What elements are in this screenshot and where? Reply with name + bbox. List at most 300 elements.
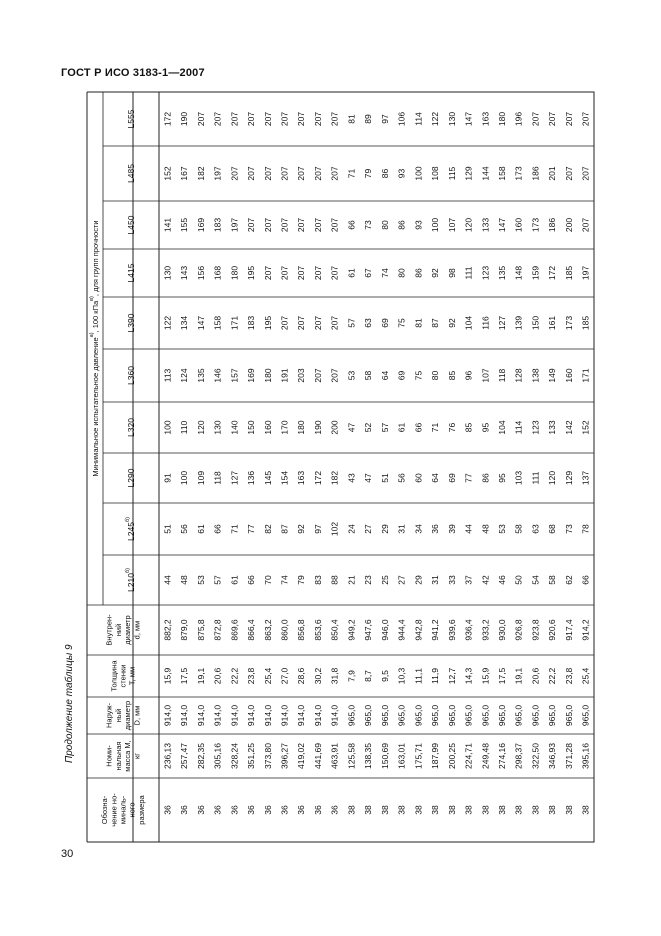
table-cell: 36 <box>229 805 240 815</box>
table-cell: 25,4 <box>262 667 273 685</box>
table-cell: 36 <box>246 805 257 815</box>
table-cell: 23,8 <box>246 667 257 685</box>
table-cell: 224,71 <box>463 743 474 769</box>
column-header-od: ный <box>113 708 123 723</box>
table-cell: 19,1 <box>195 667 206 685</box>
table-cell: 207 <box>329 315 340 331</box>
table-cell: 36 <box>329 805 340 815</box>
table-cell: 207 <box>296 217 307 233</box>
table-cell: 69 <box>379 318 390 328</box>
table-cell: 97 <box>312 524 323 534</box>
table-cell: 48 <box>480 524 491 534</box>
table-cell: 39 <box>446 524 457 534</box>
table-cell: 63 <box>530 524 541 534</box>
table-cell: 38 <box>480 805 491 815</box>
table-cell: 58 <box>513 524 524 534</box>
table-cell: 130 <box>212 420 223 435</box>
table-cell: 102 <box>329 521 340 537</box>
table-cell: 36 <box>296 805 307 815</box>
table-cell: 47 <box>363 473 374 483</box>
table-cell: 186 <box>530 166 541 181</box>
table-cell: 36 <box>312 805 323 815</box>
table-cell: 145 <box>262 470 273 486</box>
table-cell: 869,6 <box>229 619 240 641</box>
table-cell: 914,0 <box>229 704 240 727</box>
pressure-group-part: , 100 кПа <box>90 300 100 333</box>
table-cell: 207 <box>246 111 257 127</box>
grade-footnote-mark: б) <box>125 517 131 523</box>
table-cell: 80 <box>379 220 390 230</box>
table-cell: 965,0 <box>430 704 441 727</box>
table-cell: 38 <box>346 805 357 815</box>
column-header-wall: Толщина <box>109 660 119 692</box>
table-cell: 207 <box>547 111 558 127</box>
table-cell: 207 <box>312 315 323 331</box>
table-cell: 150 <box>246 420 257 435</box>
table-cell: 85 <box>463 422 474 433</box>
table-cell: 207 <box>580 166 591 181</box>
table-cell: 56 <box>396 473 407 483</box>
table-cell: 163,01 <box>396 743 407 769</box>
column-header-size: размера <box>136 795 146 825</box>
grade-label: L450 <box>126 215 136 235</box>
table-cell: 89 <box>363 114 374 124</box>
table-cell: 875,8 <box>195 619 206 641</box>
grade-header-l245 <box>125 517 136 541</box>
grade-label: L290 <box>126 468 136 488</box>
page-number: 30 <box>61 848 74 860</box>
table-cell: 920,6 <box>547 619 558 641</box>
table-cell: 58 <box>547 575 558 585</box>
table-cell: 60 <box>413 473 424 483</box>
table-cell: 150,69 <box>379 743 390 769</box>
table-cell: 50 <box>513 575 524 585</box>
table-cell: 207 <box>279 265 290 281</box>
table-cell: 62 <box>563 575 574 585</box>
table-cell: 135 <box>195 368 206 383</box>
table-cell: 161 <box>547 315 558 331</box>
table-cell: 282,35 <box>195 743 206 769</box>
table-cell: 926,8 <box>513 619 524 641</box>
table-cell: 914,2 <box>580 619 591 641</box>
table-cell: 95 <box>496 473 507 483</box>
grade-header-l360 <box>126 366 136 385</box>
table-cell: 92 <box>296 524 307 534</box>
table-cell: 882,2 <box>162 619 173 641</box>
table-cell: 86 <box>379 168 390 179</box>
table-cell: 114 <box>513 420 524 435</box>
table-cell: 67 <box>363 268 374 278</box>
column-header-mass: нальная <box>113 741 123 771</box>
table-cell: 125,58 <box>346 743 357 769</box>
table-cell: 36 <box>262 805 273 815</box>
table-cell: 236,13 <box>162 743 173 769</box>
table-cell: 17,5 <box>179 667 190 685</box>
table-cell: 949,2 <box>346 619 357 641</box>
table-cell: 147 <box>496 217 507 233</box>
table-cell: 61 <box>346 268 357 278</box>
grade-header-l555 <box>126 109 136 128</box>
table-cell: 146 <box>212 368 223 383</box>
table-cell: 106 <box>396 111 407 127</box>
table-cell: 22,2 <box>229 667 240 685</box>
table-cell: 93 <box>413 220 424 230</box>
table-cell: 91 <box>162 473 173 483</box>
table-cell: 71 <box>346 168 357 179</box>
table-cell: 207 <box>563 166 574 181</box>
table-cell: 70 <box>262 575 273 585</box>
table-cell: 87 <box>430 318 441 328</box>
table-cell: 73 <box>563 524 574 534</box>
table-cell: 190 <box>312 420 323 435</box>
table-cell: 120 <box>195 420 206 435</box>
table-cell: 100 <box>413 166 424 181</box>
table-cell: 15,9 <box>162 667 173 685</box>
table-cell: 64 <box>379 370 390 381</box>
table-cell: 95 <box>480 422 491 433</box>
table-cell: 328,24 <box>229 743 240 769</box>
table-cell: 947,6 <box>363 619 374 641</box>
table-cell: 53 <box>346 370 357 381</box>
table-cell: 57 <box>212 575 223 585</box>
table-cell: 30,2 <box>312 667 323 685</box>
table-cell: 27,0 <box>279 667 290 685</box>
table-cell: 197 <box>229 217 240 233</box>
table-cell: 138,35 <box>363 743 374 769</box>
table-cell: 207 <box>329 368 340 383</box>
table-cell: 942,8 <box>413 619 424 641</box>
table-cell: 136 <box>246 470 257 486</box>
table-cell: 373,80 <box>262 743 273 769</box>
table-cell: 180 <box>262 368 273 383</box>
grade-label: L390 <box>126 313 136 333</box>
table-cell: 19,1 <box>513 667 524 685</box>
table-cell: 142 <box>563 420 574 435</box>
table-cell: 86 <box>396 220 407 230</box>
table-cell: 965,0 <box>346 704 357 727</box>
grade-label: L485 <box>126 164 136 183</box>
grade-header-l320 <box>126 418 136 437</box>
table-cell: 103 <box>513 470 524 486</box>
table-cell: 25 <box>379 575 390 585</box>
table-cell: 463,91 <box>329 743 340 769</box>
table-cell: 207 <box>329 166 340 181</box>
table-cell: 111 <box>530 471 541 485</box>
table-cell: 104 <box>496 420 507 435</box>
table-cell: 42 <box>480 575 491 585</box>
table-cell: 73 <box>363 220 374 230</box>
table-cell: 100 <box>162 420 173 435</box>
table-cell: 97 <box>379 114 390 124</box>
table-cell: 141 <box>162 217 173 233</box>
table-cell: 38 <box>463 805 474 815</box>
column-header-mass: Номи- <box>104 745 114 767</box>
table-cell: 186 <box>547 217 558 233</box>
table-cell: 134 <box>179 315 190 331</box>
table-cell: 66 <box>413 422 424 433</box>
grade-label: L245 <box>126 522 136 541</box>
table-cell: 965,0 <box>513 704 524 727</box>
table-cell: 180 <box>296 420 307 435</box>
table-cell: 207 <box>279 111 290 127</box>
table-cell: 944,4 <box>396 619 407 641</box>
table-cell: 9,5 <box>379 670 390 682</box>
document-header: ГОСТ Р ИСО 3183-1—2007 <box>61 67 205 79</box>
table-cell: 56 <box>179 524 190 534</box>
table-cell: 7,9 <box>346 670 357 682</box>
table-cell: 305,16 <box>212 743 223 769</box>
table-cell: 22,2 <box>547 667 558 685</box>
table-cell: 939,6 <box>446 619 457 641</box>
table-cell: 157 <box>229 368 240 383</box>
table-cell: 395,16 <box>580 743 591 769</box>
table-cell: 371,28 <box>563 743 574 769</box>
table-cell: 207 <box>580 217 591 233</box>
table-cell: 80 <box>396 268 407 278</box>
table-cell: 64 <box>430 473 441 483</box>
column-header-id: ний <box>113 623 123 637</box>
table-cell: 965,0 <box>496 704 507 727</box>
table-cell: 965,0 <box>363 704 374 727</box>
table-cell: 441,69 <box>312 743 323 769</box>
table-cell: 28,6 <box>296 667 307 685</box>
table-cell: 144 <box>480 166 491 181</box>
table-cell: 77 <box>246 524 257 534</box>
table-cell: 63 <box>363 318 374 328</box>
column-header-size: миналь- <box>118 795 128 825</box>
grade-header-l415 <box>126 263 136 282</box>
table-cell: 38 <box>446 805 457 815</box>
table-cell: 914,0 <box>296 704 307 727</box>
table-cell: 872,8 <box>212 619 223 641</box>
table-cell: 88 <box>329 575 340 585</box>
table-cell: 965,0 <box>379 704 390 727</box>
table-cell: 167 <box>179 166 190 181</box>
table-cell: 118 <box>496 368 507 383</box>
table-cell: 207 <box>312 368 323 383</box>
table-cell: 79 <box>363 168 374 179</box>
table-cell: 173 <box>530 217 541 233</box>
table-cell: 27 <box>363 524 374 534</box>
table-cell: 207 <box>229 166 240 181</box>
table-cell: 51 <box>379 473 390 483</box>
table-cell: 47 <box>346 422 357 433</box>
table-cell: 183 <box>212 217 223 233</box>
table-cell: 914,0 <box>212 704 223 727</box>
table-cell: 36 <box>162 805 173 815</box>
table-cell: 147 <box>463 111 474 127</box>
pressure-group-part: Минимальное испытательное давление <box>90 337 100 477</box>
table-cell: 46 <box>496 575 507 585</box>
table-cell: 38 <box>496 805 507 815</box>
table-cell: 172 <box>162 111 173 127</box>
table-cell: 860,0 <box>279 619 290 641</box>
table-cell: 298,37 <box>513 743 524 769</box>
table-cell: 66 <box>580 575 591 585</box>
table-cell: 8,7 <box>363 670 374 682</box>
table-cell: 81 <box>413 318 424 328</box>
pressure-group-part: а) <box>89 332 95 338</box>
table-cell: 53 <box>195 575 206 585</box>
table-cell: 207 <box>296 166 307 181</box>
table-cell: 207 <box>195 111 206 127</box>
table-cell: 137 <box>580 470 591 486</box>
table-cell: 159 <box>530 265 541 281</box>
table-cell: 58 <box>363 370 374 381</box>
table-cell: 127 <box>496 315 507 331</box>
column-header-wall: стенки <box>118 664 128 688</box>
table-cell: 66 <box>212 524 223 534</box>
table-cell: 96 <box>463 370 474 381</box>
table-cell: 120 <box>547 470 558 486</box>
table-cell: 197 <box>212 166 223 181</box>
table-cell: 61 <box>229 575 240 585</box>
table-cell: 965,0 <box>480 704 491 727</box>
table-cell: 879,0 <box>179 619 190 641</box>
table-cell: 138 <box>530 368 541 383</box>
table-cell: 185 <box>563 265 574 281</box>
table-cell: 171 <box>229 315 240 331</box>
table-cell: 147 <box>195 315 206 331</box>
table-cell: 160 <box>513 217 524 233</box>
table-cell: 914,0 <box>246 704 257 727</box>
table-cell: 856,8 <box>296 619 307 641</box>
column-header-size: чение но- <box>109 793 119 827</box>
column-header-od: диаметр <box>123 700 133 731</box>
table-cell: 419,02 <box>296 743 307 769</box>
column-header-id: диаметр <box>123 615 133 645</box>
table-cell: 169 <box>195 217 206 233</box>
table-cell: 31 <box>430 575 441 585</box>
table-cell: 965,0 <box>446 704 457 727</box>
table-cell: 965,0 <box>396 704 407 727</box>
table-cell: 61 <box>195 524 206 534</box>
table-cell: 946,0 <box>379 619 390 641</box>
table-cell: 29 <box>379 524 390 534</box>
table-cell: 158 <box>496 166 507 181</box>
table-cell: 160 <box>563 368 574 383</box>
table-cell: 78 <box>580 524 591 534</box>
table-cell: 207 <box>563 111 574 127</box>
table-cell: 81 <box>346 114 357 124</box>
table-cell: 933,2 <box>480 619 491 641</box>
table-cell: 914,0 <box>162 704 173 727</box>
table-cell: 207 <box>229 111 240 127</box>
table-cell: 76 <box>446 422 457 433</box>
table-cell: 17,5 <box>496 667 507 685</box>
table-cell: 82 <box>262 524 273 534</box>
table-cell: 154 <box>279 470 290 486</box>
table-cell: 33 <box>446 575 457 585</box>
table-cell: 183 <box>246 315 257 331</box>
table-cell: 104 <box>463 315 474 331</box>
table-cell: 941,2 <box>430 619 441 641</box>
table-cell: 38 <box>547 805 558 815</box>
table-cell: 965,0 <box>463 704 474 727</box>
table-cell: 207 <box>262 111 273 127</box>
table-cell: 185 <box>580 315 591 331</box>
table-cell: 122 <box>430 111 441 127</box>
table-cell: 207 <box>262 217 273 233</box>
column-header-wall: T, мм <box>127 666 137 686</box>
table-cell: 187,99 <box>430 743 441 769</box>
table-cell: 98 <box>446 268 457 278</box>
table-cell: 38 <box>580 805 591 815</box>
table-cell: 116 <box>480 316 491 330</box>
table-cell: 172 <box>547 265 558 281</box>
column-header-mass: кг <box>132 752 142 760</box>
table-cell: 53 <box>496 524 507 534</box>
table-cell: 36 <box>195 805 206 815</box>
table-cell: 123 <box>530 420 541 435</box>
table-cell: 173 <box>563 315 574 331</box>
table-cell: 149 <box>547 368 558 383</box>
table-cell: 203 <box>296 368 307 383</box>
table-cell: 27 <box>396 575 407 585</box>
grade-header-l485 <box>126 164 136 183</box>
table-cell: 52 <box>363 422 374 433</box>
table-cell: 77 <box>463 473 474 483</box>
table-cell: 74 <box>379 268 390 278</box>
grade-header-l210 <box>125 568 136 592</box>
table-cell: 850,4 <box>329 619 340 641</box>
table-cell: 129 <box>463 166 474 181</box>
table-cell: 38 <box>563 805 574 815</box>
table-cell: 173 <box>513 166 524 181</box>
table-cell: 51 <box>162 524 173 534</box>
table-cell: 130 <box>446 111 457 127</box>
table-cell: 207 <box>296 315 307 331</box>
table-cell: 160 <box>262 420 273 435</box>
table-cell: 57 <box>379 422 390 433</box>
table-cell: 66 <box>346 220 357 230</box>
table-cell: 930,0 <box>496 619 507 641</box>
table-cell: 37 <box>463 575 474 585</box>
table-cell: 207 <box>296 111 307 127</box>
table-cell: 114 <box>413 112 424 126</box>
table-cell: 207 <box>262 166 273 181</box>
table-cell: 965,0 <box>413 704 424 727</box>
table-cell: 38 <box>413 805 424 815</box>
table-cell: 75 <box>413 370 424 381</box>
table-cell: 36 <box>179 805 190 815</box>
table-cell: 150 <box>530 315 541 331</box>
table-cell: 152 <box>580 420 591 435</box>
table-cell: 191 <box>279 368 290 383</box>
table-cell: 180 <box>496 111 507 127</box>
table-cell: 207 <box>279 166 290 181</box>
table-cell: 54 <box>530 575 541 585</box>
table-cell: 195 <box>246 265 257 281</box>
grade-header-l390 <box>126 313 136 332</box>
table-cell: 38 <box>430 805 441 815</box>
table-cell: 207 <box>312 217 323 233</box>
table-cell: 38 <box>530 805 541 815</box>
column-header-size: Обозна- <box>100 795 110 825</box>
grade-label: L555 <box>126 109 136 129</box>
table-cell: 182 <box>329 470 340 486</box>
table-cell: 914,0 <box>262 704 273 727</box>
table-cell: 143 <box>179 265 190 281</box>
column-header-id: d, мм <box>132 620 142 640</box>
table-cell: 200 <box>563 217 574 233</box>
table-cell: 207 <box>329 217 340 233</box>
table-cell: 109 <box>195 470 206 486</box>
table-cell: 351,25 <box>246 743 257 769</box>
table-cell: 207 <box>246 217 257 233</box>
column-header-mass: масса М, <box>123 740 133 772</box>
grade-footnote-mark: б) <box>125 568 131 574</box>
